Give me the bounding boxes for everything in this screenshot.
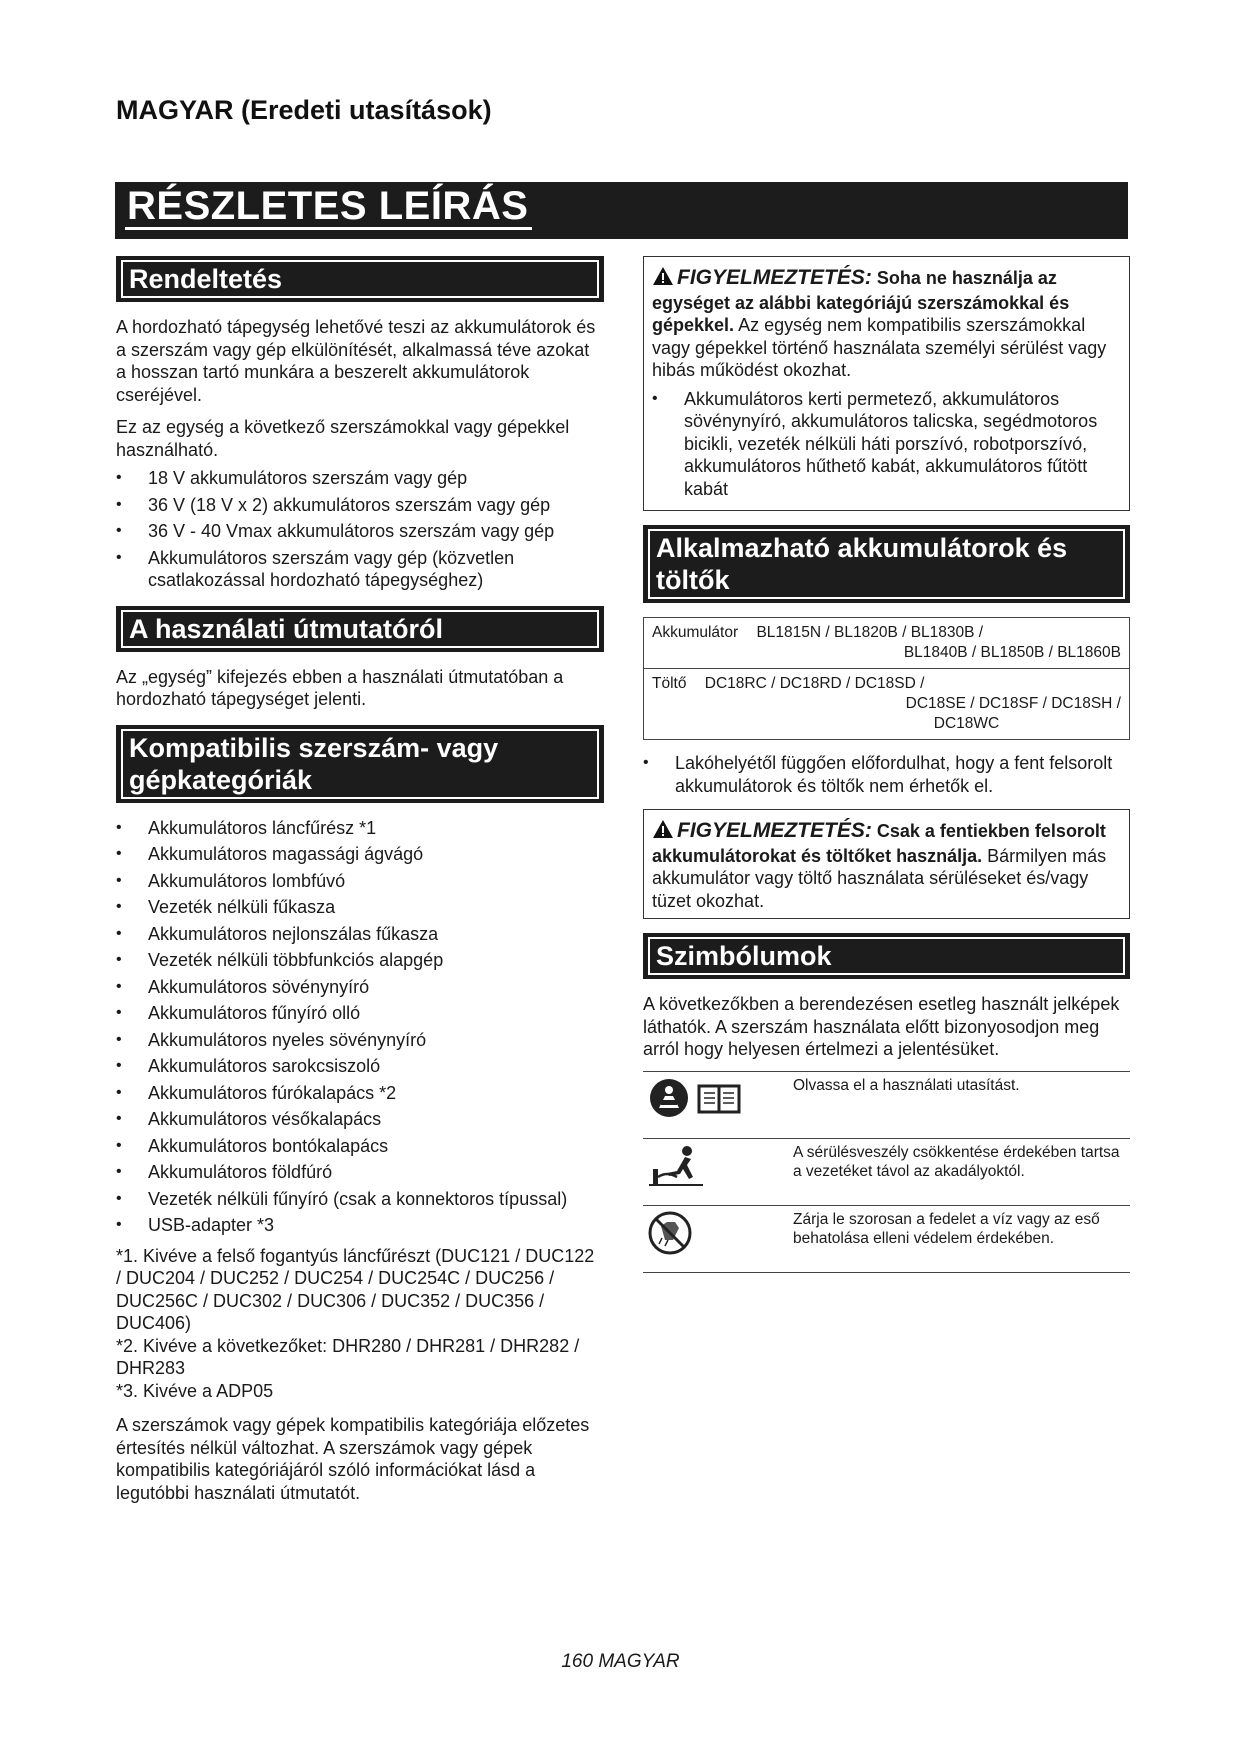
main-title-bar (115, 182, 1128, 239)
warning-label: FIGYELMEZTETÉS: (677, 266, 872, 289)
list-item: • Akkumulátoros földfúró (116, 1161, 604, 1184)
rendeltetes-paragraph-2: Ez az egység a következő szerszámokkal vagy gépekkel használható. (116, 417, 570, 460)
symbols-table (643, 1071, 1130, 1273)
section-heading-szimbolumok: Szimbólumok (643, 933, 1130, 979)
symbol-icon-cell (643, 1138, 789, 1205)
battery-label: Akkumulátor (652, 624, 739, 641)
list-item: • Vezeték nélküli fűnyíró (csak a konnektoros típussal) (116, 1188, 604, 1211)
page-footer: 160 MAGYAR (561, 1651, 680, 1672)
no-water-icon (647, 1243, 693, 1260)
warning-label: FIGYELMEZTETÉS: (677, 819, 872, 842)
page-language-header: MAGYAR (Eredeti utasítások) (116, 95, 492, 125)
warning-list (652, 388, 1121, 501)
list-item: • USB-adapter *3 (116, 1214, 604, 1237)
right-column (643, 256, 1130, 1273)
section-heading-utmutato: A használati útmutatóról (116, 606, 604, 652)
symbol-text: A sérülésveszély csökkentése érdekében tartsa a vezetéket távol az akadályoktól. (789, 1138, 1130, 1205)
warning-box-2 (643, 809, 1130, 919)
list-item: • 18 V akkumulátoros szerszám vagy gép (116, 467, 604, 490)
list-item: • Akkumulátoros sarokcsiszoló (116, 1055, 604, 1078)
list-item: • Akkumulátoros kerti permetező, akkumulátoros sövénynyíró, akkumulátoros talicska, segédmotoros bicikli, vezeték nélküli háti porszívó, robotporszívó, akkumulátoros hűthető kabát, akkumulátoros fűtött kabát (652, 388, 1121, 501)
list-item: • Akkumulátoros sövénynyíró (116, 976, 604, 999)
list-item: • Vezeték nélküli fűkasza (116, 896, 604, 919)
szimbolumok-intro: A következőkben a berendezésen esetleg használt jelképek láthatók. A szerszám használata előtt bizonyosodjon meg arról hogy helyesen értelmezi a jelentésüket. (643, 994, 1120, 1059)
kompatibilis-list (116, 817, 604, 1237)
table-row (643, 1205, 1130, 1272)
list-item: • Akkumulátoros vésőkalapács (116, 1108, 604, 1131)
section-heading-alkalmazhato: Alkalmazható akkumulátorok és töltők (643, 525, 1130, 603)
warning-text: Az egység nem kompatibilis szerszámokkal vagy gépekkel történő használata személyi sérülést vagy hibás működést okozhat. (652, 315, 1107, 380)
footnote-2: *2. Kivéve a következőket: DHR280 / DHR281 / DHR282 / DHR283 (116, 1335, 580, 1378)
warning-text: Bármilyen más akkumulátor vagy töltő használata sérüléseket és/vagy tüzet okozhat. (652, 845, 1107, 911)
table-row (644, 618, 1130, 669)
footnote-3: *3. Kivéve a ADP05 (116, 1380, 274, 1401)
read-manual-icon (647, 1107, 757, 1124)
footnote-1: *1. Kivéve a felső fogantyús láncfűrészt (DUC121 / DUC122 / DUC204 / DUC252 / DUC254 / DUC254C / DUC256 / DUC256C / DUC302 / DUC306 / DUC352 / DUC356 / DUC406) (116, 1245, 595, 1333)
charger-label: Töltő (652, 675, 687, 692)
list-item: • Akkumulátoros fűnyíró olló (116, 1002, 604, 1025)
list-item: • Lakóhelyétől függően előfordulhat, hogy a fent felsorolt akkumulátorok és töltők nem érhetők el. (643, 752, 1130, 797)
section-heading-rendeltetes: Rendeltetés (116, 256, 604, 302)
rendeltetes-list (116, 467, 604, 592)
list-item: • 36 V - 40 Vmax akkumulátoros szerszám vagy gép (116, 520, 604, 543)
battery-charger-table (643, 617, 1130, 740)
symbol-icon-cell (643, 1071, 789, 1138)
warning-triangle-icon (652, 819, 674, 845)
warning-triangle-icon (652, 266, 674, 292)
kompatibilis-closing-paragraph: A szerszámok vagy gépek kompatibilis kategóriája előzetes értesítés nélkül változhat. A szerszámok vagy gépek kompatibilis kategóriájáról szóló információkat lásd a legutóbbi használati útmutatót. (116, 1415, 590, 1503)
battery-models-line-2: BL1840B / BL1850B / BL1860B (903, 644, 1121, 661)
table-row (643, 1138, 1130, 1205)
table-row (643, 1071, 1130, 1138)
list-item: • Akkumulátoros láncfűrész *1 (116, 817, 604, 840)
battery-models-line-1: BL1815N / BL1820B / BL1830B / (756, 624, 984, 641)
rendeltetes-paragraph-1: A hordozható tápegység lehetővé teszi az akkumulátorok és a szerszám vagy gép elkülönítését, alkalmassá téve azokat a hosszan tartó munkára a beszerelt akkumulátorok cseréjével. (116, 317, 596, 405)
trip-hazard-icon (647, 1176, 707, 1193)
list-item: • Akkumulátoros nyeles sövénynyíró (116, 1029, 604, 1052)
utmutato-paragraph: Az „egység” kifejezés ebben a használati útmutatóban a hordozható tápegységet jelenti. (116, 666, 564, 709)
list-item: • Vezeték nélküli többfunkciós alapgép (116, 949, 604, 972)
warning-box-1 (643, 256, 1130, 511)
table-row (644, 669, 1130, 740)
battery-cell (644, 618, 1130, 669)
list-item: • 36 V (18 V x 2) akkumulátoros szerszám vagy gép (116, 494, 604, 517)
left-column (116, 256, 604, 1514)
list-item: • Akkumulátoros szerszám vagy gép (közvetlen csatlakozással hordozható tápegységhez) (116, 547, 604, 592)
list-item: • Akkumulátoros fúrókalapács *2 (116, 1082, 604, 1105)
charger-models-line-2: DC18SE / DC18SF / DC18SH / (905, 695, 1121, 712)
charger-cell (644, 669, 1130, 740)
charger-models-line-3: DC18WC (933, 715, 1000, 732)
list-item: • Akkumulátoros magassági ágvágó (116, 843, 604, 866)
symbol-icon-cell (643, 1205, 789, 1272)
warning-bold-text: Csak a fentiekben felsorolt akkumulátorokat és töltőket használja. (652, 821, 1106, 866)
symbol-text: Olvassa el a használati utasítást. (789, 1071, 1130, 1138)
symbol-text: Zárja le szorosan a fedelet a víz vagy az eső behatolása elleni védelem érdekében. (789, 1205, 1130, 1272)
warning-bold-text: Soha ne használja az egységet az alábbi kategóriájú szerszámokkal és gépekkel. (652, 268, 1070, 335)
list-item: • Akkumulátoros nejlonszálas fűkasza (116, 923, 604, 946)
availability-note-list (643, 752, 1130, 797)
charger-models-line-1: DC18RC / DC18RD / DC18SD / (704, 675, 925, 692)
main-title: RÉSZLETES LEÍRÁS (125, 185, 532, 230)
list-item: • Akkumulátoros bontókalapács (116, 1135, 604, 1158)
footnotes (116, 1245, 604, 1403)
list-item: • Akkumulátoros lombfúvó (116, 870, 604, 893)
section-heading-kompatibilis: Kompatibilis szerszám- vagy gépkategóriák (116, 725, 604, 803)
